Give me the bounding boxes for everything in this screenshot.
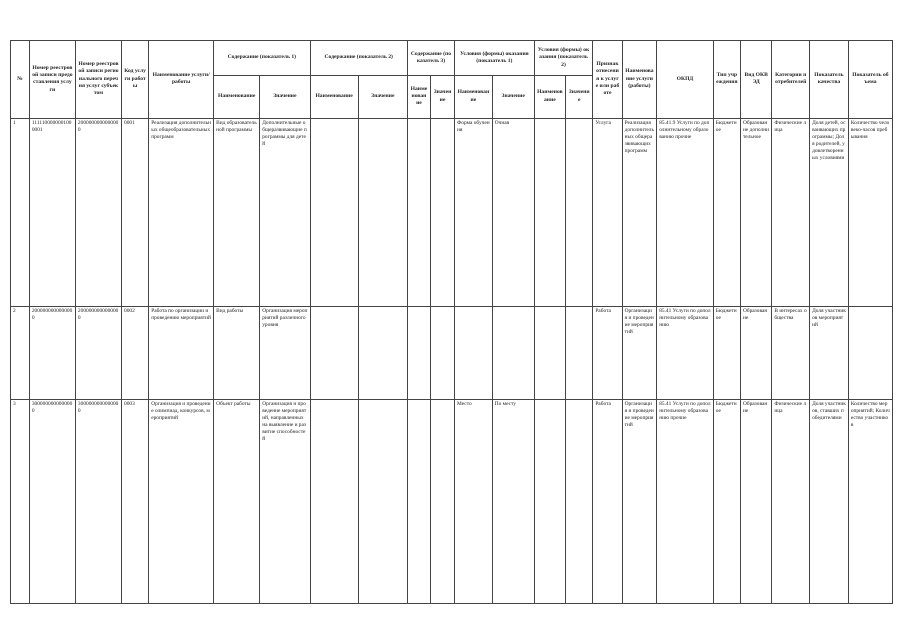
consumers-cell: В интересах общества: [772, 306, 810, 399]
regional-list-cell: 2000000000000000: [75, 306, 121, 399]
work-name-cell: Реализация дополнительных общеразвивающих программ: [622, 118, 657, 306]
content-1-name-cell: Вид образовательной программы: [214, 118, 260, 306]
content-2-name-cell: [310, 118, 358, 306]
attribute-cell: Работа: [593, 399, 622, 603]
col-institution-type-header: Тип учреждения: [713, 41, 740, 119]
okpd-cell: 85.41.9 Услуги по дополнительному образованию прочие: [657, 118, 714, 306]
conditions-2-value-cell: [566, 306, 593, 399]
registry-record-cell: 2000000000000000: [29, 306, 75, 399]
quality-cell: Доля детей, осваивающих программы; Доля родителей, удовлетворенных условиями: [810, 118, 849, 306]
regional-list-cell: 3000000000000000: [75, 399, 121, 603]
content-1-value-cell: Организация и проведение мероприятий, направленных на выявление и развитие способностей: [260, 399, 310, 603]
volume-cell: Количество мероприятий; Количество участников: [848, 399, 892, 603]
content-1-value-cell: Организация мероприятий различного уровня: [260, 306, 310, 399]
service-name-cell: Организация и проведение олимпиад, конкурсов, мероприятий: [149, 399, 214, 603]
service-code-cell: 0002: [122, 306, 149, 399]
conditions-1-value-cell: [492, 306, 534, 399]
col-volume-header: Показатель объема: [848, 41, 892, 119]
content-3-name-cell: [407, 306, 430, 399]
col-conditions-1-header: Условия (формы) оказания (показатель 1): [455, 41, 535, 76]
col-service-code-header: Код услуги работы: [122, 41, 149, 119]
conditions-2-value-header: Значение: [566, 75, 593, 118]
col-okved-header: Вид ОКВЭД: [740, 41, 771, 119]
col-service-name-header: Наименование услуги/работы: [149, 41, 214, 119]
content-1-name-cell: Объект работы: [214, 399, 260, 603]
service-name-cell: Реализация дополнительных общеобразовательных программ: [149, 118, 214, 306]
conditions-1-value-header: Значение: [492, 75, 534, 118]
content-3-value-cell: [430, 118, 454, 306]
attribute-cell: Услуга: [593, 118, 622, 306]
okved-cell: Образование: [740, 399, 771, 603]
registry-record-cell: 1111100000001000001: [29, 118, 75, 306]
consumers-cell: Физические лица: [772, 118, 810, 306]
volume-cell: [848, 306, 892, 399]
col-consumers-header: Категории потребителей: [772, 41, 810, 119]
col-conditions-2-header: Условия (формы) оказания (показатель 2): [534, 41, 593, 76]
col-content-2-header: Содержание (показатель 2): [310, 41, 407, 76]
row-number: 1: [11, 118, 30, 306]
service-name-cell: Работа по организации и проведению мероприятий: [149, 306, 214, 399]
content-2-value-header: Значение: [358, 75, 407, 118]
service-code-cell: 0003: [122, 399, 149, 603]
content-2-value-cell: [358, 118, 407, 306]
work-name-cell: Организация и проведение мероприятий: [622, 399, 657, 603]
institution-type-cell: Бюджетное: [713, 399, 740, 603]
content-3-name-header: Наименование: [407, 75, 430, 118]
regional-list-cell: 2000000000000000: [75, 118, 121, 306]
registry-record-cell: 3000000000000000: [29, 399, 75, 603]
service-code-cell: 0001: [122, 118, 149, 306]
content-2-name-cell: [310, 399, 358, 603]
okved-cell: Образование: [740, 306, 771, 399]
col-content-3-header: Содержание (показатель 3): [407, 41, 454, 76]
okpd-cell: 85.41 Услуги по дополнительному образованию прочие: [657, 399, 714, 603]
col-okpd-header: ОКПД: [657, 41, 714, 119]
attribute-cell: Работа: [593, 306, 622, 399]
table-row: [11, 306, 893, 399]
content-1-value-cell: Дополнительные общеразвивающие программы для детей: [260, 118, 310, 306]
conditions-1-name-header: Наименование: [455, 75, 493, 118]
content-3-name-cell: [407, 399, 430, 603]
registry-table: [10, 40, 893, 604]
content-2-name-header: Наименование: [310, 75, 358, 118]
conditions-1-value-cell: По месту: [492, 399, 534, 603]
conditions-2-name-cell: [534, 118, 565, 306]
work-name-cell: Организация и проведение мероприятий: [622, 306, 657, 399]
col-number-header: №: [11, 41, 30, 119]
consumers-cell: Физические лица: [772, 399, 810, 603]
conditions-2-name-cell: [534, 306, 565, 399]
okved-cell: Образование дополнительное: [740, 118, 771, 306]
institution-type-cell: Бюджетное: [713, 118, 740, 306]
content-1-name-header: Наименование: [214, 75, 260, 118]
row-number: 3: [11, 399, 30, 603]
col-registry-record-header: Номер реестровой записи предоставления услуги: [29, 41, 75, 119]
content-2-value-cell: [358, 399, 407, 603]
conditions-1-name-cell: Форма обучения: [455, 118, 493, 306]
table-row: [11, 399, 893, 603]
col-attribute-header: Признак отнесения к услуге или работе: [593, 41, 622, 119]
conditions-2-name-header: Наименование: [534, 75, 565, 118]
content-3-value-cell: [430, 306, 454, 399]
row-number: 2: [11, 306, 30, 399]
okpd-cell: 85.41 Услуги по дополнительному образованию: [657, 306, 714, 399]
col-content-1-header: Содержание (показатель 1): [214, 41, 310, 76]
col-quality-header: Показатель качества: [810, 41, 849, 119]
content-2-name-cell: [310, 306, 358, 399]
content-3-value-header: Значение: [430, 75, 454, 118]
conditions-2-name-cell: [534, 399, 565, 603]
quality-cell: Доля участников, ставших победителями: [810, 399, 849, 603]
institution-type-cell: Бюджетное: [713, 306, 740, 399]
content-3-name-cell: [407, 118, 430, 306]
conditions-2-value-cell: [566, 399, 593, 603]
conditions-1-name-cell: Место: [455, 399, 493, 603]
conditions-2-value-cell: [566, 118, 593, 306]
volume-cell: Количество человеко-часов пребывания: [848, 118, 892, 306]
content-1-value-header: Значение: [260, 75, 310, 118]
col-work-name-header: Наименование услуги (работы): [622, 41, 657, 119]
quality-cell: Доля участников мероприятий: [810, 306, 849, 399]
col-regional-list-header: Номер реестровой записи регионального перечня услуг субъектом: [75, 41, 121, 119]
content-1-name-cell: Вид работы: [214, 306, 260, 399]
conditions-1-name-cell: [455, 306, 493, 399]
content-2-value-cell: [358, 306, 407, 399]
conditions-1-value-cell: Очная: [492, 118, 534, 306]
content-3-value-cell: [430, 399, 454, 603]
table-row: [11, 118, 893, 306]
